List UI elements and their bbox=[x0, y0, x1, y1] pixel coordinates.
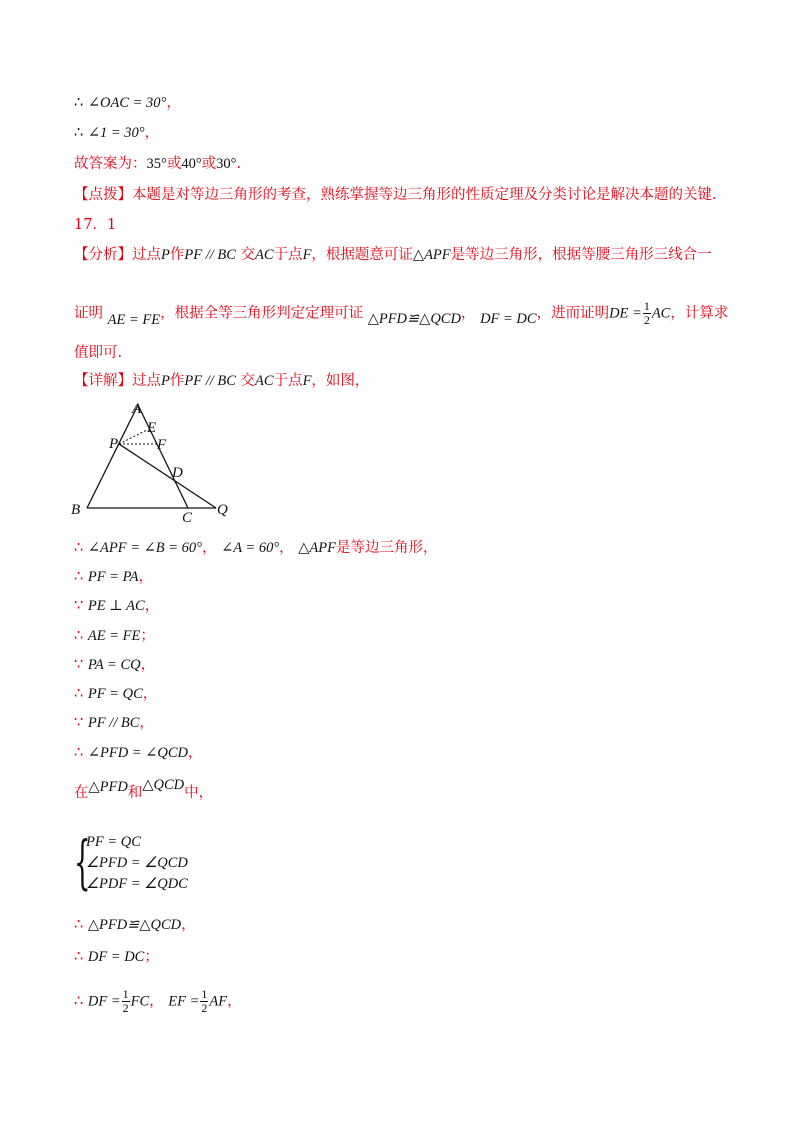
punctuation: ， bbox=[144, 598, 160, 614]
therefore-symbol: ∴ bbox=[74, 993, 84, 1010]
system-row: PF = QC bbox=[86, 834, 141, 850]
text: 是等边三角形， bbox=[335, 540, 438, 556]
answer-label: 故答案为： bbox=[74, 156, 147, 172]
side-ab bbox=[87, 405, 138, 508]
numerator: 1 bbox=[201, 987, 208, 1001]
step-9 bbox=[74, 777, 214, 803]
system-row: ∠PDF = ∠QDC bbox=[86, 876, 188, 892]
therefore-symbol: ∴ bbox=[74, 686, 84, 702]
analysis-label: 【分析】过点 bbox=[74, 247, 161, 263]
step-11 bbox=[74, 947, 159, 967]
step-7 bbox=[74, 713, 154, 733]
punctuation: ， bbox=[144, 125, 160, 141]
punctuation: ， bbox=[187, 745, 203, 761]
step-12 bbox=[74, 988, 242, 1015]
line-answer bbox=[74, 154, 241, 174]
point-label: F bbox=[302, 247, 312, 263]
line-analysis-3: 值即可. bbox=[74, 345, 123, 361]
punctuation: ， bbox=[181, 917, 196, 933]
text: 中， bbox=[184, 785, 214, 801]
detail-label: 【详解】过点 bbox=[74, 373, 161, 389]
line-analysis-2 bbox=[74, 300, 728, 327]
math-expression: AC bbox=[255, 247, 274, 263]
side-ac bbox=[138, 405, 188, 508]
label-d: D bbox=[172, 465, 183, 481]
because-symbol: ∵ bbox=[74, 657, 84, 673]
math-expression: PF // BC bbox=[184, 373, 236, 389]
step-1 bbox=[74, 538, 437, 558]
step-3 bbox=[74, 596, 159, 616]
denominator: 2 bbox=[201, 1001, 208, 1015]
because-symbol: ∵ bbox=[74, 715, 84, 731]
math-expression: PF // BC bbox=[184, 247, 236, 263]
fraction bbox=[200, 988, 208, 1015]
answer-value: 40° bbox=[181, 156, 202, 172]
punctuation: ， bbox=[139, 715, 154, 731]
math-expression: PF = PA bbox=[87, 569, 139, 585]
step-8 bbox=[74, 743, 202, 763]
segment-pq bbox=[119, 444, 216, 508]
math-expression: ∠OAC = 30° bbox=[87, 95, 167, 111]
fraction bbox=[643, 300, 651, 327]
because-symbol: ∵ bbox=[74, 598, 84, 614]
label-f: F bbox=[157, 437, 167, 453]
punctuation: ， bbox=[279, 540, 294, 556]
question-number: 17．1 bbox=[74, 217, 117, 233]
label-b: B bbox=[71, 502, 81, 518]
step-2 bbox=[74, 567, 153, 587]
denominator: 2 bbox=[643, 313, 650, 327]
therefore-symbol: ∴ bbox=[74, 949, 84, 965]
text: 作 bbox=[169, 373, 185, 389]
math-expression: PE ⊥ AC bbox=[87, 598, 145, 614]
math-expression: ∠A = 60° bbox=[221, 540, 280, 556]
text: 是等边三角形，根据等腰三角形三线合一 bbox=[450, 247, 712, 263]
geometry-figure bbox=[68, 398, 240, 526]
numerator: 1 bbox=[122, 987, 129, 1001]
math-expression: △APF bbox=[298, 540, 336, 556]
math-expression: △QCD bbox=[142, 777, 185, 793]
math-expression: △PFD≌△QCD bbox=[367, 310, 461, 327]
or-word: 或 bbox=[201, 156, 217, 172]
text: ，根据题意可证 bbox=[311, 247, 413, 263]
punctuation: ； bbox=[140, 628, 155, 644]
punctuation: ； bbox=[144, 949, 159, 965]
point-label: P bbox=[161, 247, 170, 263]
math-expression: EF = bbox=[168, 993, 200, 1010]
punctuation: ， bbox=[201, 540, 217, 556]
text: 作 bbox=[169, 247, 185, 263]
numerator: 1 bbox=[643, 299, 650, 313]
text: 证明 bbox=[74, 305, 103, 322]
system-row: ∠PFD = ∠QCD bbox=[86, 855, 188, 871]
punctuation: ， bbox=[227, 993, 242, 1010]
punctuation: ， bbox=[140, 657, 156, 673]
math-expression: FC bbox=[130, 993, 150, 1010]
step-10 bbox=[74, 915, 196, 935]
answer-value: 30° bbox=[216, 156, 237, 172]
text: 在 bbox=[74, 785, 89, 801]
punctuation: ， bbox=[138, 569, 153, 585]
label-e: E bbox=[147, 420, 157, 436]
math-expression: △PFD≌△QCD bbox=[87, 917, 182, 933]
math-expression: AC bbox=[651, 305, 671, 322]
denominator: 2 bbox=[122, 1001, 129, 1015]
point-label: P bbox=[161, 373, 170, 389]
therefore-symbol: ∴ bbox=[74, 917, 84, 933]
text: ，进而证明 bbox=[536, 305, 610, 322]
fraction bbox=[122, 988, 130, 1015]
step-4 bbox=[74, 626, 155, 646]
answer-value: 35° bbox=[146, 156, 167, 172]
therefore-symbol: ∴ bbox=[74, 569, 84, 585]
text: ，根据全等三角形判定定理可证 bbox=[160, 305, 364, 322]
line-oac bbox=[74, 93, 181, 113]
math-expression: ∠PFD = ∠QCD bbox=[87, 745, 188, 761]
math-expression: AE = FE bbox=[87, 628, 141, 644]
text: 交 bbox=[240, 373, 256, 389]
line-angle1 bbox=[74, 123, 159, 143]
text: ， bbox=[460, 305, 476, 322]
segment-pe bbox=[119, 430, 147, 444]
punctuation: ， bbox=[142, 686, 158, 702]
brace-symbol: { bbox=[74, 828, 91, 896]
text: 于点 bbox=[273, 373, 303, 389]
punctuation: ， bbox=[166, 95, 181, 111]
therefore-symbol: ∴ bbox=[74, 745, 84, 761]
label-p: P bbox=[109, 436, 119, 452]
math-expression: △APF bbox=[412, 247, 451, 263]
therefore-symbol: ∴ bbox=[74, 628, 84, 644]
or-word: 或 bbox=[166, 156, 182, 172]
math-expression: DF = DC bbox=[87, 949, 145, 965]
text: 和 bbox=[127, 785, 143, 801]
math-expression: ∠1 = 30° bbox=[87, 125, 145, 141]
point-label: F bbox=[302, 373, 312, 389]
text: 交 bbox=[240, 247, 256, 263]
math-expression: △PFD bbox=[88, 779, 128, 795]
math-expression: AC bbox=[255, 373, 274, 389]
punctuation: ， bbox=[149, 993, 164, 1010]
text: ，如图， bbox=[311, 373, 370, 389]
math-expression: ∠APF = ∠B = 60° bbox=[87, 540, 202, 556]
math-expression: DF = bbox=[87, 993, 121, 1010]
math-expression: PF = QC bbox=[87, 686, 143, 702]
label-q: Q bbox=[217, 502, 228, 518]
label-a: A bbox=[132, 401, 142, 417]
punctuation: . bbox=[236, 156, 242, 172]
text: ，计算求 bbox=[670, 305, 729, 322]
step-6 bbox=[74, 684, 157, 704]
step-5 bbox=[74, 655, 155, 675]
line-analysis bbox=[74, 245, 712, 265]
therefore-symbol: ∴ bbox=[74, 540, 84, 556]
math-expression: AF bbox=[209, 993, 228, 1010]
math-expression: DF = DC bbox=[480, 310, 537, 327]
math-expression: PF // BC bbox=[87, 715, 140, 731]
therefore-symbol: ∴ bbox=[74, 125, 84, 141]
therefore-symbol: ∴ bbox=[74, 95, 84, 111]
math-expression: PA = CQ bbox=[87, 657, 141, 673]
text: 于点 bbox=[273, 247, 303, 263]
math-expression: AE = FE bbox=[107, 311, 161, 328]
math-expression: DE = bbox=[609, 305, 642, 322]
line-comment: 【点拨】本题是对等边三角形的考查，熟练掌握等边三角形的性质定理及分类讨论是解决本题的关键. bbox=[74, 187, 717, 203]
line-detail bbox=[74, 371, 369, 391]
label-c: C bbox=[182, 510, 193, 526]
